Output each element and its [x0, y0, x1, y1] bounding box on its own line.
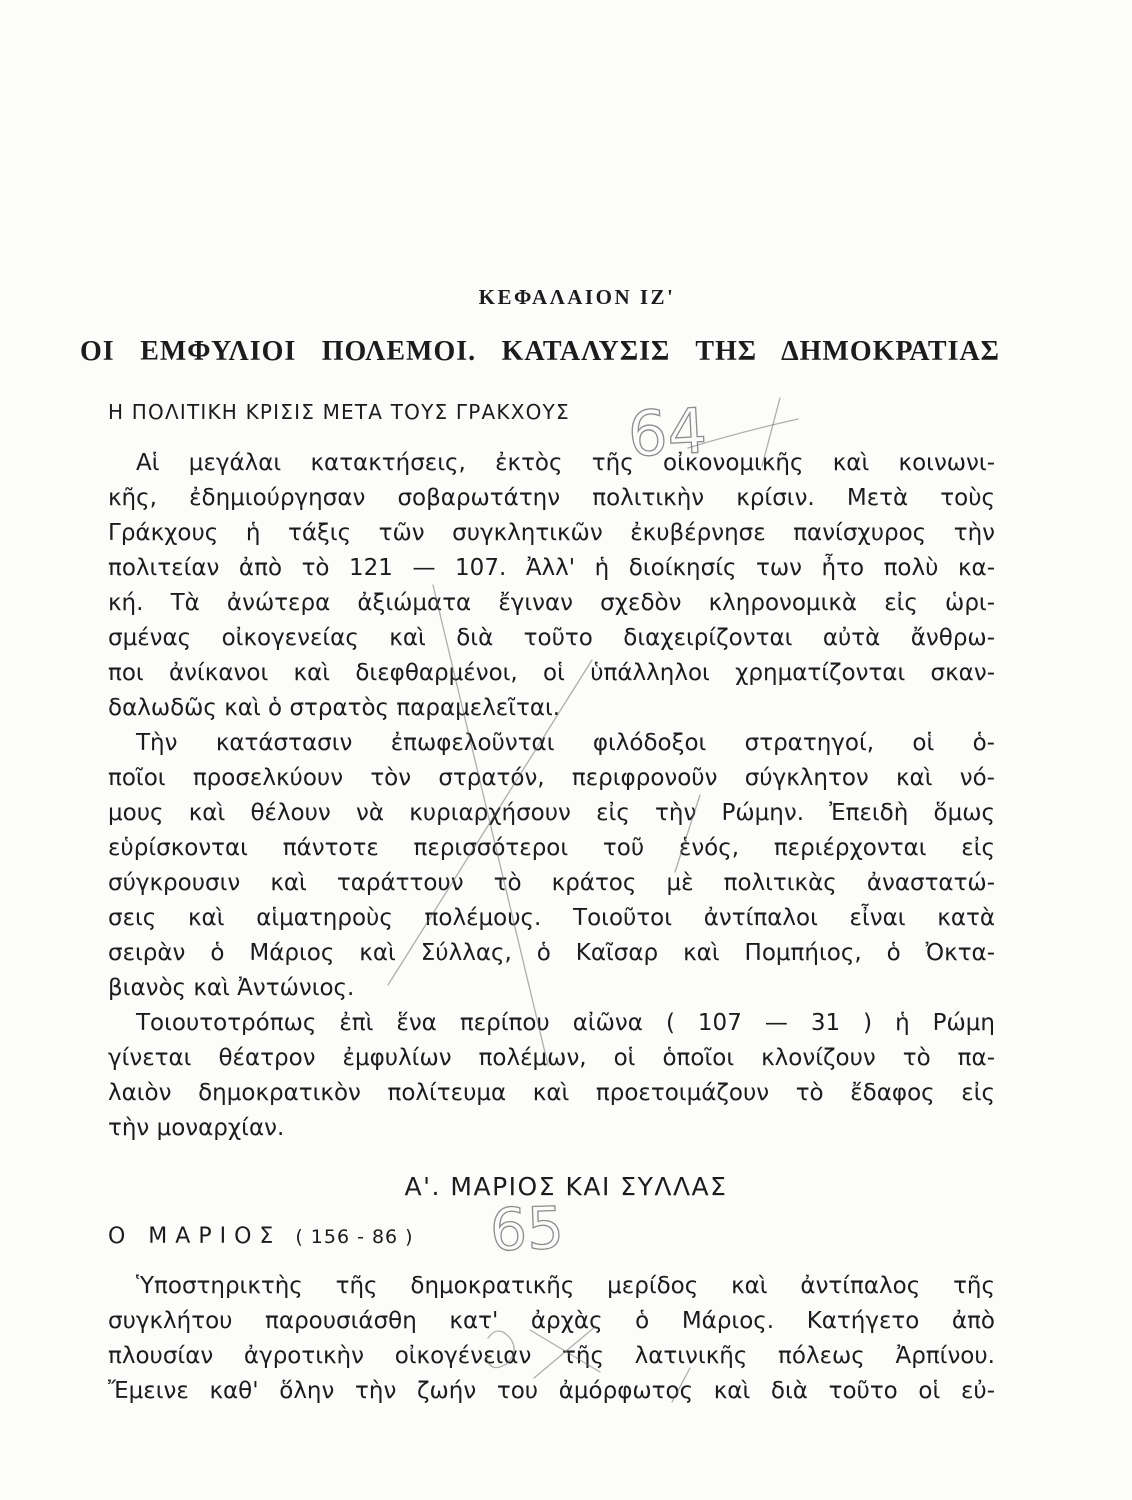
text-line: Αἱ μεγάλαι κατακτήσεις, ἐκτὸς τῆς οἰκονομικῆς καὶ κοινωνι-	[136, 450, 995, 476]
text-line: ποι ἀνίκανοι καὶ διεφθαρμένοι, οἱ ὑπάλληλοι χρηματίζονται σκαν-	[108, 660, 995, 686]
text-line: πλουσίαν ἀγροτικὴν οἰκογένειαν τῆς λατινικῆς πόλεως Ἀρπίνου.	[108, 1343, 995, 1369]
text-line: κή. Τὰ ἀνώτερα ἀξιώματα ἔγιναν σχεδὸν κληρονομικὰ εἰς ὡρι-	[108, 590, 995, 616]
handwritten-page-number: 65	[488, 1193, 565, 1265]
topic-heading	[108, 1222, 414, 1253]
text-line: σμένας οἰκογενείας καὶ διὰ τοῦτο διαχειρίζονται αὐτὰ ἄνθρω-	[108, 625, 995, 651]
chapter-title: ΟΙ ΕΜΦΥΛΙΟΙ ΠΟΛΕΜΟΙ. ΚΑΤΑΛΥΣΙΣ ΤΗΣ ΔΗΜΟΚΡΑΤΙΑΣ	[80, 336, 1000, 367]
text-line: δαλωδῶς καὶ ὁ στρατὸς παραμελεῖται.	[108, 695, 561, 721]
paragraph	[108, 726, 995, 1006]
text-line: εὑρίσκονται πάντοτε περισσότεροι τοῦ ἑνός, περιέρχονται εἰς	[108, 835, 995, 861]
text-line: μους καὶ θέλουν νὰ κυριαρχήσουν εἰς τὴν Ρώμην. Ἐπειδὴ ὅμως	[108, 800, 995, 826]
text-line: Γράκχους ἡ τάξις τῶν συγκλητικῶν ἐκυβέρνησε πανίσχυρος τὴν	[108, 520, 995, 546]
topic-title: Ο ΜΑΡΙΟΣ	[108, 1224, 282, 1249]
subsection-body	[108, 1269, 995, 1409]
text-line: Ἔμεινε καθ' ὅλην τὴν ζωήν του ἀμόρφωτος καὶ διὰ τοῦτο οἱ εὐ-	[108, 1378, 995, 1404]
paragraph	[108, 446, 995, 726]
text-line: σύγκρουσιν καὶ ταράττουν τὸ κράτος μὲ πολιτικὰς ἀναστατώ-	[108, 870, 995, 896]
chapter-label: ΚΕΦΑΛΑΙΟΝ ΙΖ'	[478, 285, 676, 309]
text-line: ποῖοι προσελκύουν τὸν στρατόν, περιφρονοῦν σύγκλητον καὶ νό-	[108, 765, 995, 791]
section-heading: Η ΠΟΛΙΤΙΚΗ ΚΡΙΣΙΣ ΜΕΤΑ ΤΟΥΣ ΓΡΑΚΧΟΥΣ	[108, 400, 570, 424]
text-line: πολιτείαν ἀπὸ τὸ 121 — 107. Ἀλλ' ἡ διοίκησίς των ἦτο πολὺ κα-	[108, 555, 995, 581]
handwritten-page-number: 64	[626, 393, 709, 472]
paragraph	[108, 1006, 995, 1146]
text-line: λαιὸν δημοκρατικὸν πολίτευμα καὶ προετοιμάζουν τὸ ἔδαφος εἰς	[108, 1080, 995, 1106]
text-line: βιανὸς καὶ Ἀντώνιος.	[108, 975, 355, 1001]
subsection-heading: Α'. ΜΑΡΙΟΣ ΚΑΙ ΣΥΛΛΑΣ	[404, 1172, 728, 1201]
paragraph	[108, 1269, 995, 1409]
text-line: σεις καὶ αἱματηροὺς πολέμους. Τοιοῦτοι ἀντίπαλοι εἶναι κατὰ	[108, 905, 995, 931]
text-line: σειρὰν ὁ Μάριος καὶ Σύλλας, ὁ Καῖσαρ καὶ Πομπήιος, ὁ Ὀκτα-	[108, 940, 995, 966]
text-line: συγκλήτου παρουσιάσθη κατ' ἀρχὰς ὁ Μάριος. Κατήγετο ἀπὸ	[108, 1308, 995, 1334]
text-line: κῆς, ἐδημιούργησαν σοβαρωτάτην πολιτικὴν κρίσιν. Μετὰ τοὺς	[108, 485, 995, 511]
topic-dates: ( 156 - 86 )	[295, 1226, 414, 1248]
text-line: Ὑποστηρικτὴς τῆς δημοκρατικῆς μερίδος καὶ ἀντίπαλος τῆς	[136, 1273, 995, 1299]
text-line: γίνεται θέατρον ἐμφυλίων πολέμων, οἱ ὁποῖοι κλονίζουν τὸ πα-	[108, 1045, 995, 1071]
text-line: τὴν μοναρχίαν.	[108, 1115, 285, 1141]
section-body	[108, 446, 995, 1146]
text-line: Τὴν κατάστασιν ἐπωφελοῦνται φιλόδοξοι στρατηγοί, οἱ ὁ-	[136, 730, 995, 756]
text-line: Τοιουτοτρόπως ἐπὶ ἕνα περίπου αἰῶνα ( 107 — 31 ) ἡ Ρώμη	[136, 1010, 995, 1036]
